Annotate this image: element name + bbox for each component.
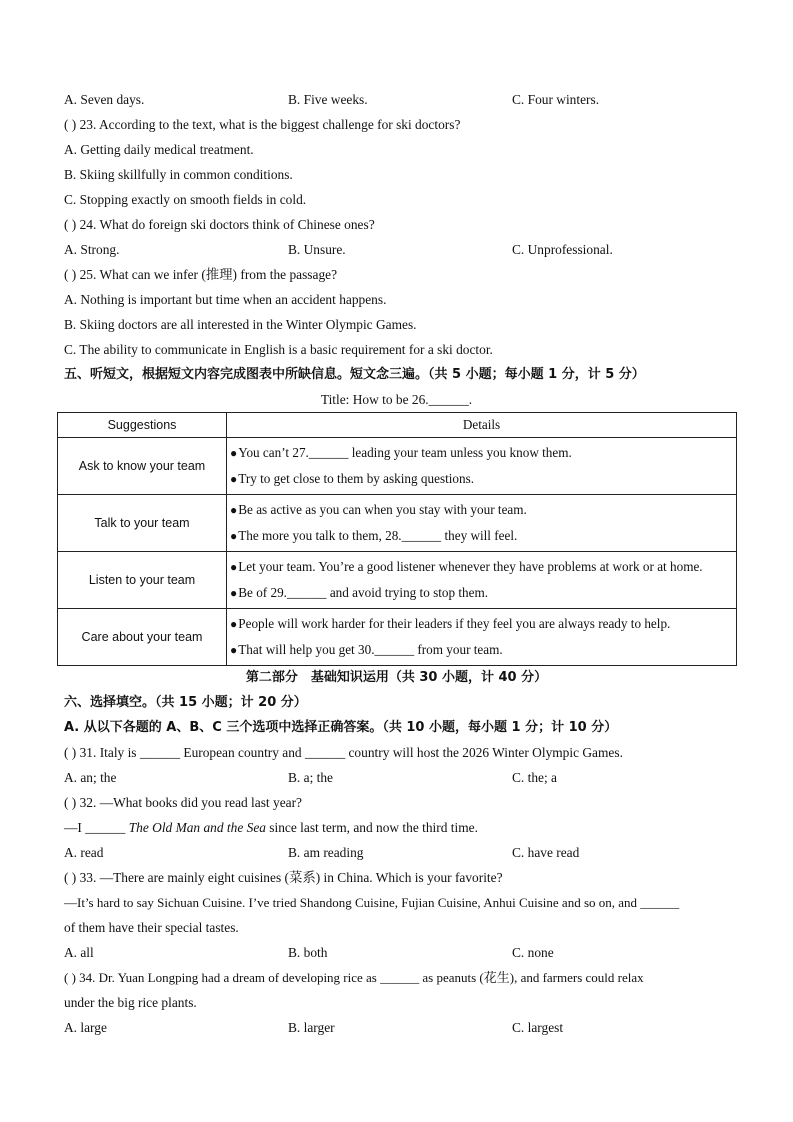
q34-option-a: A. large — [64, 1020, 107, 1035]
bullet-icon: ● — [230, 560, 238, 574]
detail-line: ●You can’t 27.______ leading your team unless you know them. — [230, 445, 572, 460]
q23-option-b: B. Skiing skillfully in common conditions. — [64, 167, 293, 182]
q25-option-a: A. Nothing is important but time when an accident happens. — [64, 292, 387, 307]
detail-line: ●Let your team. You’re a good listener whenever they have problems at work or at home. — [230, 559, 703, 574]
q23-option-c: C. Stopping exactly on smooth fields in cold. — [64, 192, 307, 207]
bullet-icon: ● — [230, 503, 238, 517]
table-row — [58, 438, 737, 495]
q34-option-c: C. largest — [512, 1020, 564, 1035]
part2-title: 第二部分 基础知识运用（共 30 小题，计 40 分） — [245, 670, 548, 685]
q32-stem: ( ) 32. —What books did you read last year? — [64, 795, 302, 810]
detail-line: ●That will help you get 30.______ from your team. — [230, 642, 503, 657]
q33-option-c: C. none — [512, 945, 554, 960]
q25-option-b: B. Skiing doctors are all interested in the Winter Olympic Games. — [64, 317, 417, 332]
q32-option-c: C. have read — [512, 845, 580, 860]
q34-line2: under the big rice plants. — [64, 995, 197, 1010]
q33-option-b: B. both — [288, 945, 328, 960]
header-suggestions: Suggestions — [58, 413, 227, 438]
section6-title: 六、选择填空。（共 15 小题；计 20 分） — [64, 695, 307, 710]
detail-line: ●Be as active as you can when you stay with your team. — [230, 502, 527, 517]
bullet-icon: ● — [230, 586, 238, 600]
suggestion-label: Ask to know your team — [58, 438, 227, 495]
q33-line3: of them have their special tastes. — [64, 920, 239, 935]
q33-option-a: A. all — [64, 945, 94, 960]
q24-option-b: B. Unsure. — [288, 242, 346, 257]
bullet-icon: ● — [230, 617, 238, 631]
detail-line: ●Be of 29.______ and avoid trying to stop them. — [230, 585, 489, 600]
suggestion-label: Talk to your team — [58, 495, 227, 552]
q31-option-a: A. an; the — [64, 770, 117, 785]
q25-option-c: C. The ability to communicate in English is a basic requirement for a ski doctor. — [64, 342, 493, 357]
bullet-icon: ● — [230, 446, 238, 460]
q22-option-a: A. Seven days. — [64, 92, 145, 107]
details-cell — [227, 552, 737, 609]
detail-line: ●People will work harder for their leaders if they feel you are always ready to help. — [230, 616, 671, 631]
q23-stem: ( ) 23. According to the text, what is the biggest challenge for ski doctors? — [64, 117, 461, 132]
details-cell — [227, 495, 737, 552]
details-cell — [227, 609, 737, 666]
section5-title: 五、听短文，根据短文内容完成图表中所缺信息。短文念三遍。（共 5 小题；每小题 1 分，计 5 分） — [64, 367, 645, 382]
table-title: Title: How to be 26.______. — [320, 392, 473, 407]
q33-line2: —It’s hard to say Sichuan Cuisine. I’ve tried Shandong Cuisine, Fujian Cuisine, Anhui Cuisine and so on, and ______ — [64, 895, 680, 910]
q24-stem: ( ) 24. What do foreign ski doctors think of Chinese ones? — [64, 217, 375, 232]
details-cell — [227, 438, 737, 495]
bullet-icon: ● — [230, 643, 238, 657]
q23-option-a: A. Getting daily medical treatment. — [64, 142, 254, 157]
q33-stem: ( ) 33. —There are mainly eight cuisines (菜系) in China. Which is your favorite? — [64, 870, 503, 885]
suggestion-label: Listen to your team — [58, 552, 227, 609]
book-title: The Old Man and the Sea — [128, 820, 266, 835]
q32-line2: —I ______ The Old Man and the Sea since last term, and now the third time. — [64, 820, 478, 835]
q32-option-b: B. am reading — [288, 845, 364, 860]
q31-option-c: C. the; a — [512, 770, 557, 785]
bullet-icon: ● — [230, 472, 238, 486]
q25-stem: ( ) 25. What can we infer (推理) from the passage? — [64, 267, 338, 282]
q31-option-b: B. a; the — [288, 770, 333, 785]
suggestion-label: Care about your team — [58, 609, 227, 666]
detail-line: ●Try to get close to them by asking questions. — [230, 471, 475, 486]
header-details: Details — [227, 413, 737, 438]
q24-option-a: A. Strong. — [64, 242, 120, 257]
q31-stem: ( ) 31. Italy is ______ European country and ______ country will host the 2026 Winter Olympic Games. — [64, 745, 623, 760]
table-row — [58, 495, 737, 552]
table-header-row — [58, 413, 737, 438]
q22-option-c: C. Four winters. — [512, 92, 600, 107]
detail-line: ●The more you talk to them, 28.______ they will feel. — [230, 528, 518, 543]
sectionA-title: A. 从以下各题的 A、B、C 三个选项中选择正确答案。（共 10 小题，每小题 1 分；计 10 分） — [64, 720, 618, 735]
q34-stem: ( ) 34. Dr. Yuan Longping had a dream of developing rice as ______ as peanuts (花生), and farmers could relax — [64, 970, 644, 985]
q34-option-b: B. larger — [288, 1020, 335, 1035]
table-row — [58, 609, 737, 666]
q22-option-b: B. Five weeks. — [288, 92, 368, 107]
table-row — [58, 552, 737, 609]
q24-option-c: C. Unprofessional. — [512, 242, 613, 257]
suggestions-table — [57, 412, 737, 666]
bullet-icon: ● — [230, 529, 238, 543]
q32-option-a: A. read — [64, 845, 104, 860]
